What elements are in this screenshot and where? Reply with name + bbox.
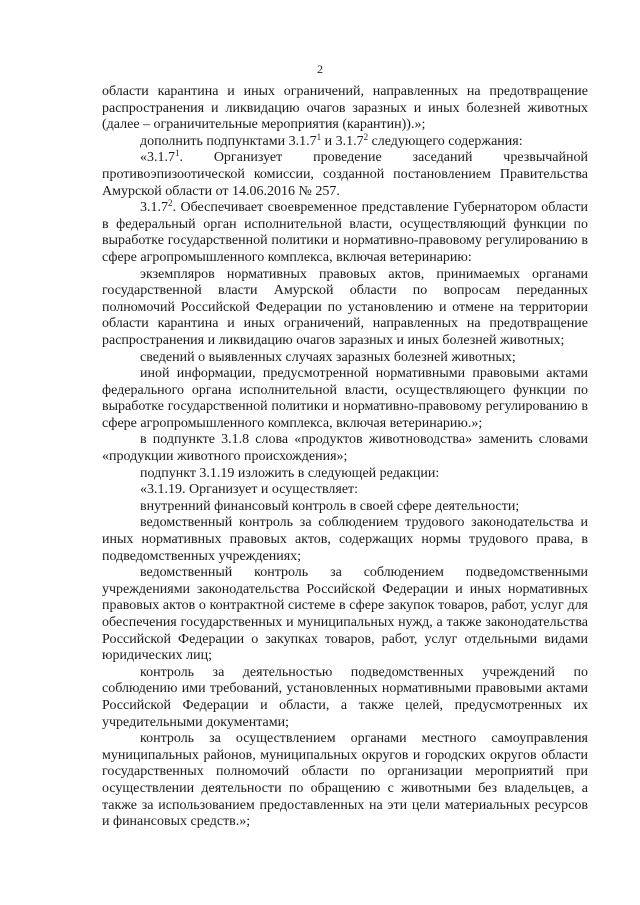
text-run: следующего содержания: (368, 133, 523, 149)
text-run: . Обеспечивает своевременное представление Губернатором области в федеральный орган исполнительной власти, осуществляющий функции по выработке государственной политики и нормативно-правовому регулированию в сфере агропромышленного комплекса, включая ветеринарию: (102, 200, 588, 265)
superscript: 1 (175, 148, 180, 159)
page-number: 2 (317, 62, 323, 76)
paragraph: ведомственный контроль за соблюдением трудового законодательства и иных нормативных правовых актов, содержащих нормы трудового права, в подведомственных учреждениях; (102, 515, 588, 564)
paragraph: в подпункте 3.1.8 слова «продуктов животноводства» заменить словами «продукции животного происхождения»; (102, 432, 588, 465)
text-run: и 3.1.7 (321, 133, 364, 149)
paragraph: области карантина и иных ограничений, направленных на предотвращение распространения и ликвидацию очагов заразных и иных болезней животных (далее – ограничительные мероприятия (карантин)).»; (102, 84, 588, 133)
paragraph: ведомственный контроль за соблюдением подведомственными учреждениями законодательства Российской Федерации и иных нормативных правовых актов о контрактной системе в сфере закупок товаров, работ, услуг для обеспечения государственных и муниципальных нужд, а также законодательства Российской Федерации о закупках товаров, работ, услуг отдельными видами юридических лиц; (102, 565, 588, 664)
paragraph: контроль за осуществлением органами местного самоуправления муниципальных районов, муниципальных округов и городских округов области государственных полномочий области по организации мероприятий при осуществлении деятельности по обращению с животными без владельцев, а также за использованием предоставленных на эти цели материальных ресурсов и финансовых средств.»; (102, 731, 588, 830)
paragraph: сведений о выявленных случаях заразных болезней животных; (140, 349, 516, 365)
superscript: 2 (363, 131, 369, 142)
superscript: 2 (168, 198, 173, 209)
paragraph (102, 200, 588, 266)
paragraph: внутренний финансовый контроль в своей сфере деятельности; (140, 498, 520, 514)
superscript: 1 (316, 131, 322, 142)
paragraph: экземпляров нормативных правовых актов, принимаемых органами государственной власти Амурской области по вопросам переданных полномочий Российской Федерации по установлению и отмене на территории области карантина и иных ограничений, направленных на предотвращение распространения и ликвидацию очагов заразных и иных болезней животных; (102, 266, 588, 348)
paragraph: подпункт 3.1.19 изложить в следующей редакции: (140, 465, 440, 481)
paragraph: «3.1.19. Организует и осуществляет: (140, 482, 359, 498)
document-body (102, 84, 588, 831)
paragraph (102, 150, 588, 200)
paragraph: контроль за деятельностью подведомственных учреждений по соблюдению ими требований, установленных нормативными правовыми актами Российской Федерации и области, а также целей, предусмотренных их учредительными документами; (102, 664, 588, 730)
text-run: «3.1.7 (140, 150, 175, 166)
text-run: . Организует проведение заседаний чрезвычайной противоэпизоотической комиссии, созданной постановлением Правительства Амурской области от 14.06.2016 № 257. (102, 150, 588, 199)
text-run: 3.1.7 (140, 200, 168, 216)
paragraph: иной информации, предусмотренной нормативными правовыми актами федерального органа исполнительной власти, осуществляющего функции по выработке государственной политики и нормативно-правовому регулированию в сфере агропромышленного комплекса, включая ветеринарию.»; (102, 366, 588, 431)
text-run: дополнить подпунктами 3.1.7 (140, 133, 317, 149)
